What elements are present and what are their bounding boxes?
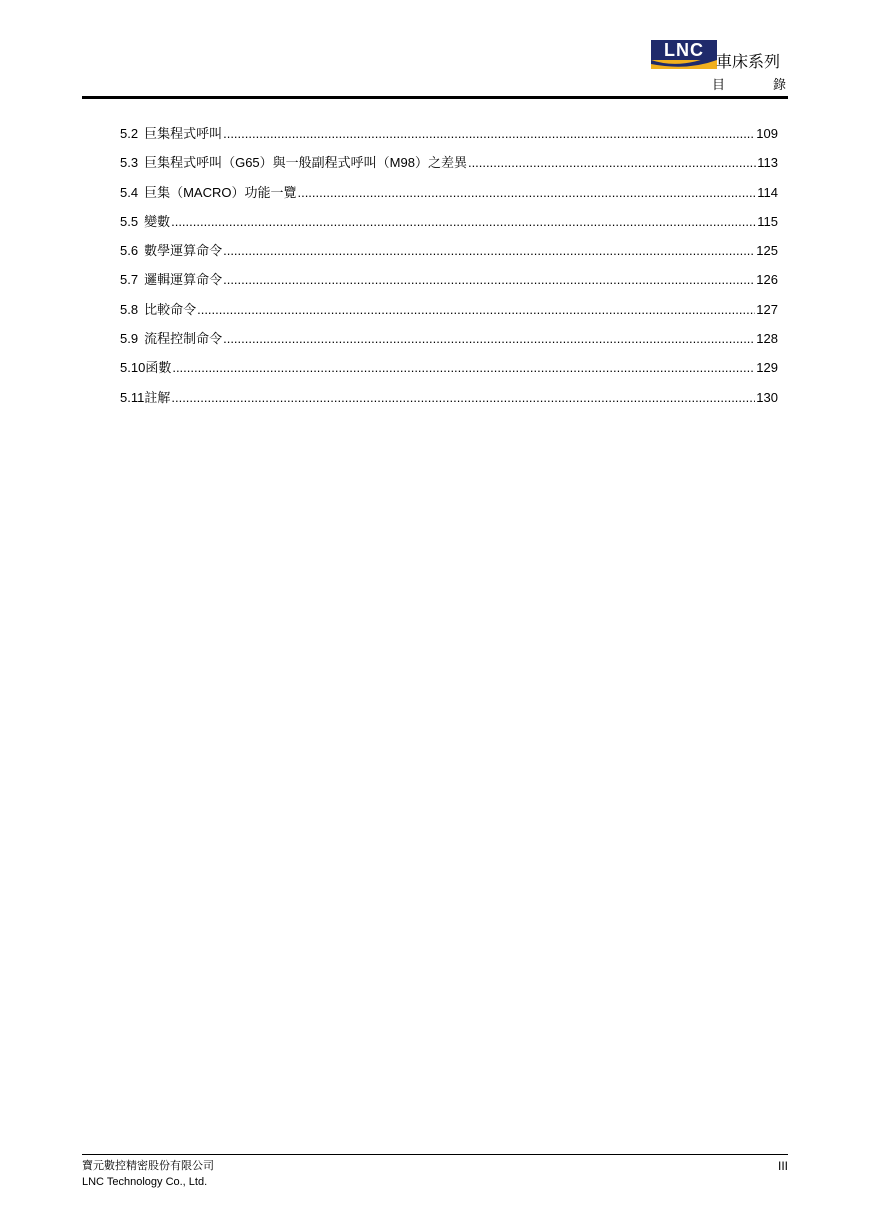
toc-entry[interactable]	[120, 242, 778, 271]
section-title-char-1: 目	[712, 78, 726, 93]
toc-entry[interactable]	[120, 301, 778, 330]
toc-entry-title: 巨集程式呼叫（G65）與一般副程式呼叫（M98）之差異	[144, 155, 467, 171]
lnc-logo	[651, 40, 717, 69]
toc-dot-leader	[223, 330, 755, 348]
toc-entry-title: 巨集程式呼叫	[144, 126, 223, 141]
toc-entry-page: 128	[756, 331, 778, 347]
footer-divider	[82, 1154, 788, 1155]
toc-dot-leader	[468, 154, 756, 172]
header-divider	[82, 96, 788, 99]
toc-entry-title: 巨集（MACRO）功能一覽	[144, 184, 297, 200]
toc-entry-number: 5.6	[120, 243, 139, 259]
toc-entry-page: 126	[756, 272, 778, 288]
toc-entry-title: 變數	[144, 213, 171, 229]
toc-entry[interactable]	[120, 154, 778, 183]
toc-entry-number: 5.3	[120, 155, 139, 171]
toc-entry[interactable]	[120, 389, 778, 418]
toc-entry-number: 5.9	[120, 331, 139, 347]
toc-entry-page: 125	[756, 243, 778, 259]
section-title	[712, 77, 786, 94]
table-of-contents	[120, 125, 778, 418]
toc-entry[interactable]	[120, 184, 778, 213]
toc-entry-page: 109	[756, 126, 778, 141]
toc-entry-title: 數學運算命令	[144, 243, 223, 259]
toc-dot-leader	[171, 389, 755, 407]
toc-entry-number: 5.5	[120, 213, 139, 229]
toc-dot-leader	[297, 184, 756, 202]
toc-entry-number: 5.7	[120, 272, 139, 288]
toc-entry[interactable]	[120, 125, 778, 154]
toc-entry-number: 5.10	[120, 360, 146, 376]
toc-entry-title: 流程控制命令	[144, 331, 223, 347]
section-title-char-2: 錄	[772, 78, 786, 93]
toc-entry-number: 5.4	[120, 184, 139, 200]
toc-entry-number: 5.2	[120, 126, 139, 141]
toc-entry-page: 114	[757, 184, 778, 200]
toc-entry-page: 129	[756, 360, 778, 376]
toc-entry-title: 邏輯運算命令	[144, 272, 223, 288]
toc-entry[interactable]	[120, 359, 778, 388]
toc-entry-number: 5.11	[120, 389, 145, 405]
toc-entry[interactable]	[120, 271, 778, 300]
toc-entry-page: 127	[756, 301, 778, 317]
toc-dot-leader	[171, 213, 756, 231]
toc-dot-leader	[197, 301, 755, 319]
lnc-logo-graphic	[651, 40, 717, 69]
footer-company-name-en: LNC Technology Co., Ltd.	[82, 1176, 208, 1188]
toc-dot-leader	[172, 359, 755, 377]
toc-entry-title: 函數	[145, 360, 172, 376]
toc-entry-page: 113	[757, 155, 778, 171]
footer-page-number: III	[777, 1159, 788, 1173]
toc-dot-leader	[223, 271, 755, 289]
toc-entry-number: 5.8	[120, 301, 139, 317]
toc-entry[interactable]	[120, 330, 778, 359]
footer-company-name-zh: 寶元數控精密股份有限公司	[82, 1159, 214, 1172]
toc-entry-page: 115	[757, 213, 778, 229]
toc-dot-leader	[223, 125, 755, 143]
logo-text: LNC	[664, 40, 704, 60]
toc-entry-page: 130	[756, 389, 778, 405]
toc-entry-title: 註解	[144, 389, 171, 405]
toc-dot-leader	[223, 242, 755, 260]
series-title: 車床系列	[716, 52, 781, 71]
toc-entry-title: 比較命令	[144, 301, 197, 317]
toc-entry[interactable]	[120, 213, 778, 242]
